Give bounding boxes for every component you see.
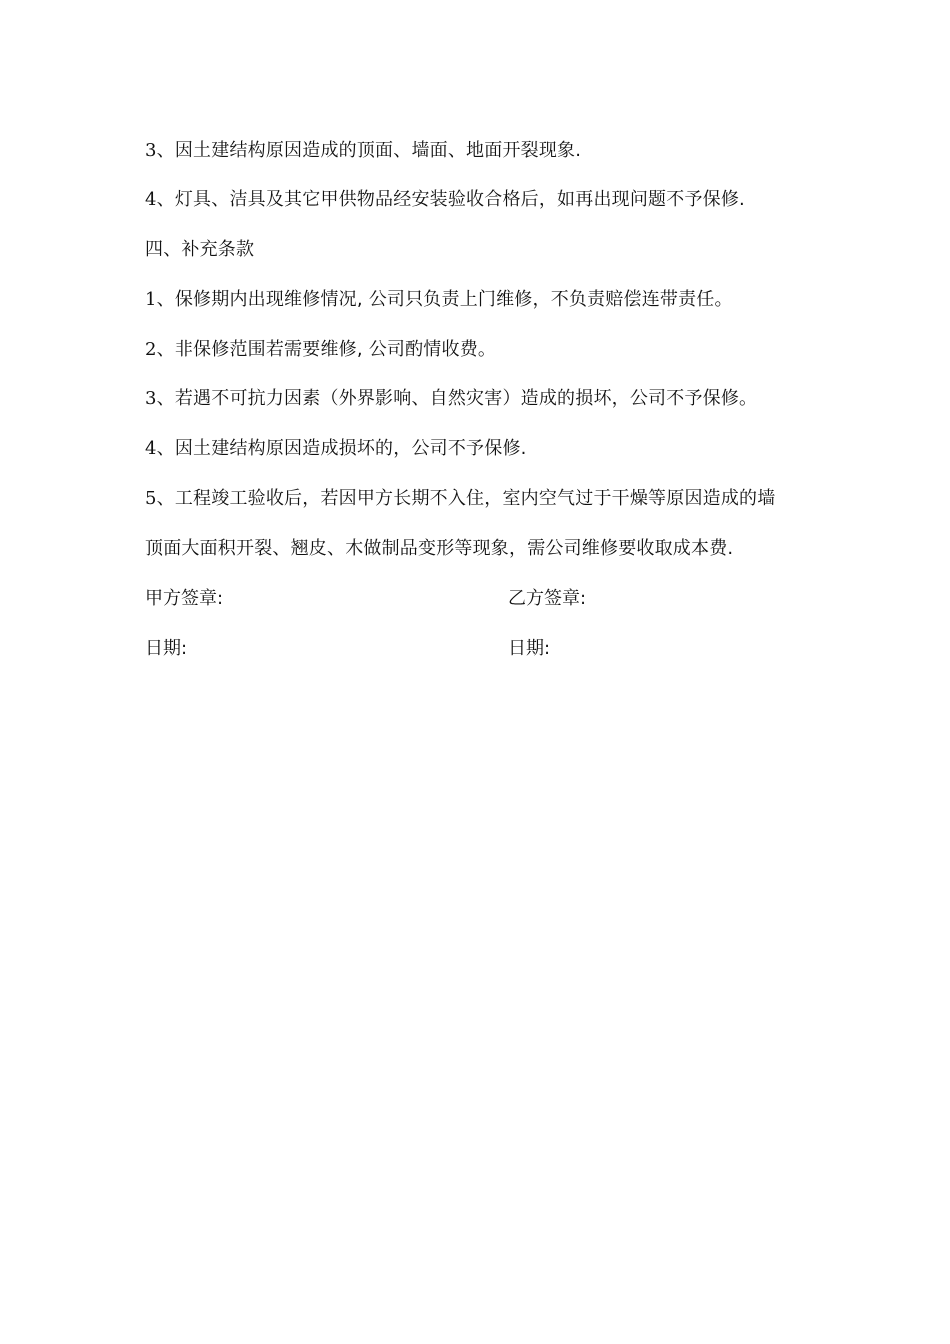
clause-number: 4 [145,189,157,210]
clause-text: 、工程竣工验收后，若因甲方长期不入住，室内空气过于干燥等原因造成的墙 [156,488,776,509]
clause-number: 1 [145,289,157,310]
section-heading-supplementary: 四、补充条款 [145,239,255,260]
clause-number: 2 [145,339,157,360]
clause-text: 、灯具、洁具及其它甲供物品经安装验收合格后，如再出现问题不予保修. [156,189,745,210]
supplementary-clause-2 [145,338,496,362]
clause-text: 、因土建结构原因造成损坏的，公司不予保修. [156,438,527,459]
clause-3-ceiling-cracks [145,139,581,163]
clause-number: 5 [145,488,157,509]
clause-number: 4 [145,438,157,459]
party-a-date-label: 日期: [145,638,188,659]
clause-number: 3 [145,140,157,161]
party-a-signature-label: 甲方签章: [145,588,224,609]
clause-text: 、保修期内出现维修情况, 公司只负责上门维修，不负责赔偿连带责任。 [156,289,733,310]
clause-text: 、非保修范围若需要维修, 公司酌情收费。 [156,339,497,360]
party-b-signature-label: 乙方签章: [508,588,587,609]
clause-text: 、因土建结构原因造成的顶面、墙面、地面开裂现象. [156,140,582,161]
clause-text: 、若遇不可抗力因素（外界影响、自然灾害）造成的损坏，公司不予保修。 [156,388,758,409]
supplementary-clause-4 [145,437,527,461]
party-b-date-label: 日期: [508,638,551,659]
supplementary-clause-5 [145,487,775,511]
clause-number: 3 [145,388,157,409]
supplementary-clause-5-continuation: 顶面大面积开裂、翘皮、木做制品变形等现象，需公司维修要收取成本费. [145,538,734,559]
clause-4-supplied-items [145,188,745,212]
supplementary-clause-3 [145,387,757,411]
supplementary-clause-1 [145,288,733,312]
